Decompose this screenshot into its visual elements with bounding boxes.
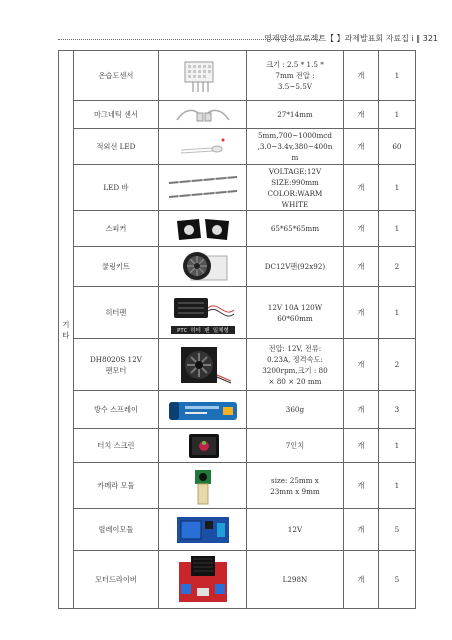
item-qty: 1	[378, 463, 415, 509]
item-qty: 2	[378, 339, 415, 391]
item-spec	[247, 129, 344, 165]
spec-line: WHITE	[281, 199, 309, 209]
header-text: 영재양성프로젝트【 】과제발표회 자료집 ⅰ ‖ 321	[264, 34, 438, 43]
table-row	[59, 391, 416, 429]
spec-line: DC12V팬(92x92)	[264, 262, 326, 271]
table-row	[59, 101, 416, 129]
item-spec	[247, 287, 344, 339]
item-name: 방수 스프레이	[73, 391, 159, 429]
item-image	[159, 463, 247, 509]
item-unit: 개	[343, 129, 378, 165]
item-spec	[247, 51, 344, 101]
item-image	[159, 391, 247, 429]
item-qty: 1	[378, 51, 415, 101]
cooling-fan-icon	[171, 250, 235, 284]
item-qty: 1	[378, 211, 415, 247]
item-name: 카메라 모듈	[73, 463, 159, 509]
item-name	[73, 339, 159, 391]
item-name: 적외선 LED	[73, 129, 159, 165]
speaker-icon	[171, 216, 235, 242]
item-spec	[247, 551, 344, 609]
item-unit: 개	[343, 551, 378, 609]
item-qty: 5	[378, 551, 415, 609]
table-row	[59, 129, 416, 165]
item-unit: 개	[343, 101, 378, 129]
image-caption: PTC 히터 팬 일체형	[176, 327, 229, 334]
spec-line: 0.23A, 정격속도:	[266, 354, 323, 364]
magnetic-sensor-icon	[171, 104, 235, 126]
item-spec	[247, 101, 344, 129]
spec-line: L298N	[282, 575, 308, 584]
table-row	[59, 463, 416, 509]
parts-table	[58, 50, 416, 609]
item-unit: 개	[343, 247, 378, 287]
item-qty: 60	[378, 129, 415, 165]
item-spec	[247, 165, 344, 211]
item-qty: 1	[378, 165, 415, 211]
spec-line: 60*60mm	[277, 313, 313, 323]
spec-line: × 80 × 20 mm	[268, 376, 322, 386]
item-image	[159, 129, 247, 165]
motor-driver-icon	[171, 554, 235, 606]
item-name: LED 바	[73, 165, 159, 211]
item-unit: 개	[343, 429, 378, 463]
item-image	[159, 51, 247, 101]
spec-line: 12V 10A 120W	[267, 302, 323, 312]
item-qty: 1	[378, 429, 415, 463]
table-row	[59, 551, 416, 609]
item-name: 히터팬	[73, 287, 159, 339]
item-spec	[247, 429, 344, 463]
camera-module-icon	[171, 466, 235, 506]
item-name: 온습도센서	[73, 51, 159, 101]
name-line: DH8020S 12V	[89, 354, 142, 364]
item-unit: 개	[343, 51, 378, 101]
item-image	[159, 551, 247, 609]
item-name: 스피커	[73, 211, 159, 247]
item-unit: 개	[343, 339, 378, 391]
item-spec	[247, 391, 344, 429]
spec-line: 65*65*65mm	[270, 224, 320, 233]
spec-line: 27*14mm	[277, 110, 313, 119]
item-qty: 2	[378, 247, 415, 287]
item-qty: 5	[378, 509, 415, 551]
item-qty: 3	[378, 391, 415, 429]
table-row	[59, 211, 416, 247]
spec-line: COLOR:WARM	[267, 188, 323, 198]
led-bar-icon	[167, 173, 239, 203]
item-name: 터치 스크린	[73, 429, 159, 463]
spec-line: SIZE:990mm	[271, 177, 319, 187]
temp-humidity-sensor-icon	[171, 56, 235, 96]
fan-motor-icon	[171, 345, 235, 385]
page-header	[58, 32, 438, 46]
spec-line: m	[291, 153, 299, 162]
table-row	[59, 429, 416, 463]
spec-line: 3200rpm,크기 : 80	[262, 365, 328, 375]
spec-line: 12V	[287, 525, 303, 534]
item-image	[159, 165, 247, 211]
item-image	[159, 247, 247, 287]
item-name: 모터드라이버	[73, 551, 159, 609]
spec-line: 전압: 12V, 전류:	[268, 343, 322, 353]
spec-line: ,3.0~3.4v,380~400n	[257, 142, 333, 151]
item-image	[159, 339, 247, 391]
table-row	[59, 509, 416, 551]
spec-line: 3.5~5.5V	[277, 82, 312, 91]
infrared-led-icon	[171, 134, 235, 160]
touch-screen-icon	[171, 432, 235, 460]
item-spec	[247, 463, 344, 509]
item-image	[159, 211, 247, 247]
spec-line: 크기 : 2.5 * 1.5 *	[266, 60, 324, 69]
item-spec	[247, 247, 344, 287]
item-image	[159, 429, 247, 463]
table-row	[59, 165, 416, 211]
item-image	[159, 101, 247, 129]
item-spec	[247, 509, 344, 551]
item-unit: 개	[343, 165, 378, 211]
item-name: 마그네틱 센서	[73, 101, 159, 129]
relay-module-icon	[171, 513, 235, 547]
heater-fan-icon	[168, 290, 238, 336]
category-cell: 기타	[59, 51, 74, 609]
table-row	[59, 339, 416, 391]
spec-line: 7mm 전압 :	[275, 71, 315, 80]
waterproof-spray-icon	[167, 395, 239, 425]
item-qty: 1	[378, 287, 415, 339]
item-unit: 개	[343, 509, 378, 551]
spec-line: size: 25mm x	[271, 475, 319, 485]
item-unit: 개	[343, 211, 378, 247]
item-qty: 1	[378, 101, 415, 129]
item-name: 쿨링키트	[73, 247, 159, 287]
item-name: 릴레이모듈	[73, 509, 159, 551]
item-image	[159, 287, 247, 339]
item-spec	[247, 339, 344, 391]
item-unit: 개	[343, 463, 378, 509]
spec-line: 5mm,700~1000mcd	[257, 131, 332, 140]
item-unit: 개	[343, 287, 378, 339]
name-line: 팬모터	[105, 365, 127, 375]
table-row	[59, 51, 416, 101]
spec-line: 7인치	[285, 441, 305, 450]
item-image	[159, 509, 247, 551]
table-row	[59, 247, 416, 287]
spec-line: 23mm x 9mm	[270, 486, 320, 496]
table-row	[59, 287, 416, 339]
spec-line: VOLTAGE:12V	[268, 166, 322, 176]
item-spec	[247, 211, 344, 247]
spec-line: 360g	[285, 405, 305, 414]
item-unit: 개	[343, 391, 378, 429]
